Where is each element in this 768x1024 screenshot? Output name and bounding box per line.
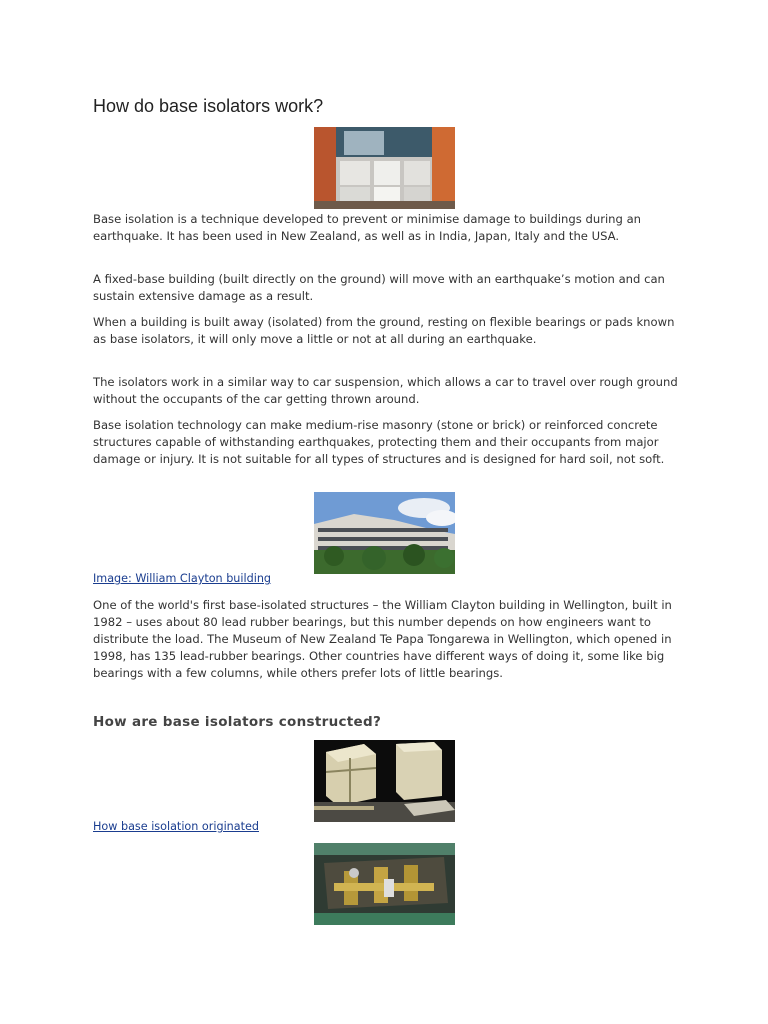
- paragraph-clayton: One of the world's first base-isolated structures – the William Clayton building in Wellington, built in 1982 – uses about 80 lead rubber bearings, but this number depends on how engineers want to distribute the load. The Museum of New Zealand Te Papa Tongarewa in Wellington, which opened in 1998, has 135 lead-rubber bearings. Other countries have different ways of doing it, some like big bearings with a few columns, while others prefer lots of little bearings.: [93, 598, 672, 680]
- paragraph-suspension: The isolators work in a similar way to car suspension, which allows a car to travel over rough ground without the occupants of the car getting thrown around.: [93, 375, 678, 406]
- william-clayton-building-image: [314, 492, 455, 574]
- page-title: How do base isolators work?: [93, 96, 324, 116]
- section-heading: How are base isolators constructed?: [93, 714, 382, 730]
- bearing-installation-image: [314, 843, 455, 925]
- bearing-blocks-image: [314, 740, 455, 822]
- base-isolation-origin-link[interactable]: How base isolation originated: [93, 820, 259, 833]
- paragraph-isolated: When a building is built away (isolated) from the ground, resting on flexible bearings or pads known as base isolators, it will only move a little or not at all during an earthquake.: [93, 315, 675, 346]
- isolator-building-image: [314, 127, 455, 209]
- paragraph-intro: Base isolation is a technique developed to prevent or minimise damage to buildings during an earthquake. It has been used in New Zealand, as well as in India, Japan, Italy and the USA.: [93, 212, 642, 243]
- paragraph-fixed-base: A fixed-base building (built directly on the ground) will move with an earthquake’s motion and can sustain extensive damage as a result.: [93, 272, 665, 303]
- paragraph-technology: Base isolation technology can make medium-rise masonry (stone or brick) or reinforced concrete structures capable of withstanding earthquakes, protecting them and their occupants from major damage or injury. It is not suitable for all types of structures and is designed for hard soil, not soft.: [93, 418, 665, 466]
- william-clayton-image-link[interactable]: Image: William Clayton building: [93, 572, 272, 585]
